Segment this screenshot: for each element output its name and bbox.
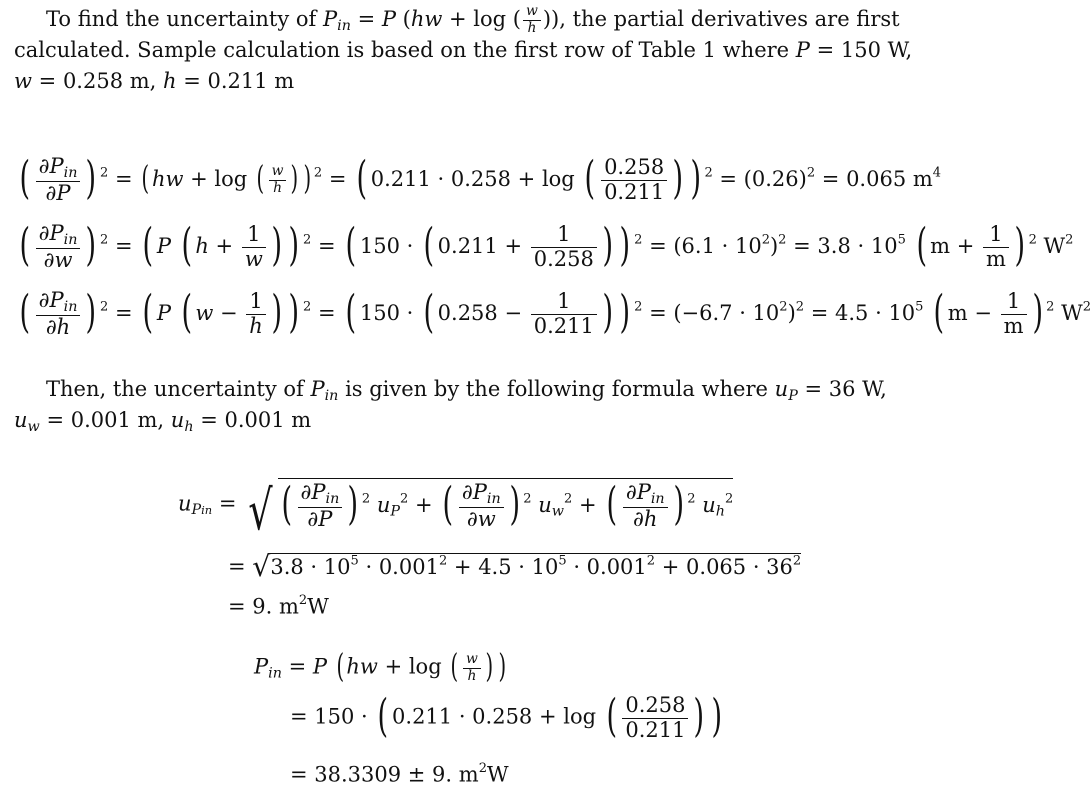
pin-formula: $P_{in} = P$ ( hw + log ( $\frac{w}{h}$ ) ): [254, 646, 506, 685]
uncertainty-result: = 9. $m^2W$: [228, 593, 329, 619]
pin-result: = 38.3309 ± 9. $m^2W$: [290, 761, 509, 787]
intro-line-1: To find the uncertainty of $P_{in} = P$ (hw + log ( $\frac{w}{h}$ )), the partial derivatives are first: [46, 3, 900, 36]
derivative-dw-equation: ( $\frac{\partial P_{in}}{\partial w}$ ) $^2$ = ( P ( h + $\frac{1}{w}$ ) ) $^2$ = ( 150 · ( 0.211 + $\frac{1}{0.258}$ ) ) $^2 = (6.1 \cdot 10^2)^2 = 3.8 \cdot 10^5$ ( m + $\frac{1}{m}$ ) $^2$ $W^2$: [19, 217, 1074, 272]
then-line-2: $u_w = 0.001$ m, $u_h = 0.001$ m: [14, 408, 312, 435]
uncertainty-numeric: = $√3.8 \cdot 10^5 \cdot 0.001^2 + 4.5 \cdot 10^5 \cdot 0.001^2 + 0.065 \cdot 36^2$: [228, 550, 802, 583]
derivative-dP-equation: ( $\frac{\partial P_{in}}{\partial P}$ ) $^2$ = ( hw + log ( $\frac{w}{h}$ ) ) $^2$ = ( 0.211 · 0.258 + log ( $\frac{0.258}{0.211}$ ) ) $^2 = (0.26)^2 = 0.065$ $m^4$: [19, 150, 942, 205]
pin-substitution: = 150 · ( 0.211 · 0.258 + log ( $\frac{0.258}{0.211}$ ) ): [290, 688, 723, 742]
uncertainty-formula: $u_{Pin}$ = √ ( $\frac{\partial P_{in}}{\partial P}$ ) $^2$ $u_P^2$ + ( $\frac{\partial P_{in}}{\partial w}$ ) $^2$ $u_w^2$ + ( $\frac{\partial P_{in}}{\partial h}$ ) $^2$ $u_h^2$: [178, 476, 734, 543]
intro-line-2: calculated. Sample calculation is based on the first row of Table 1 where P = 150 W,: [14, 38, 913, 62]
then-line-1: Then, the uncertainty of $P_{in}$ is given by the following formula where $u_P = 36$ W,: [46, 377, 887, 404]
derivative-dh-equation: ( $\frac{\partial P_{in}}{\partial h}$ ) $^2$ = ( P ( w − $\frac{1}{h}$ ) ) $^2$ = ( 150 · ( 0.258 − $\frac{1}{0.211}$ ) ) $^2 = (-6.7 \cdot 10^2)^2 = 4.5 \cdot 10^5$ ( m − $\frac{1}{m}$ ) $^2$ $W^2$: [19, 284, 1091, 339]
intro-line-3: w = 0.258 m, h = 0.211 m: [14, 69, 295, 93]
